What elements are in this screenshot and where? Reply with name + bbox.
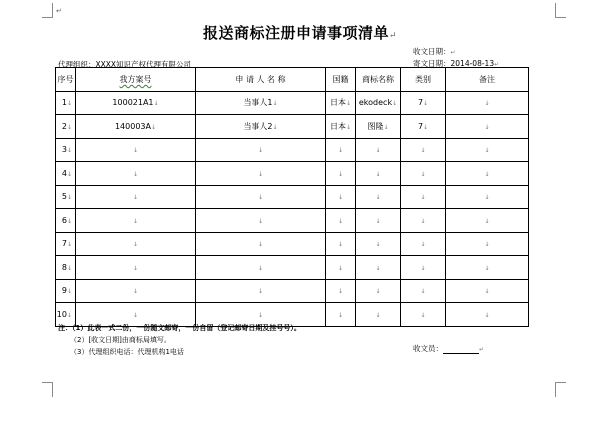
cell-remark [446,209,529,233]
cell-class [401,91,446,115]
cell-applicant [196,138,326,162]
crop-mark-top-right [555,3,566,18]
cell-mark: ↓ [132,170,139,178]
cell-mark: ↓ [257,194,264,202]
table-row [56,279,529,303]
sent-date-label: 寄文日期： [413,59,451,68]
notes-block [58,322,301,358]
cell-mark: ↓ [66,288,72,296]
sent-date-value: 2014-08-13 [450,59,495,68]
cell-mark: ↓ [420,288,426,296]
cell-class [401,138,446,162]
cell-case-no [76,138,196,162]
table-row [56,232,529,256]
cell-class [401,256,446,280]
table-row [56,209,529,233]
cell-mark: ↓ [375,147,381,155]
cell-mark: ↓ [132,311,139,319]
cell-mark: ↓ [345,123,352,131]
cell-remark [446,279,529,303]
col-header-no: 序号 [56,68,76,92]
cell-mark: ↓ [337,194,344,202]
cell-no [56,185,76,209]
received-date-label: 收文日期： [413,47,451,56]
cell-applicant-text: 当事人1 [243,98,273,108]
cell-mark: ↓ [337,170,344,178]
cell-mark: ↓ [150,123,157,131]
cell-case-no [76,256,196,280]
cell-mark: ↓ [337,288,344,296]
cell-no-text: 3 [61,145,67,155]
cell-case-no [76,162,196,186]
table-row [56,162,529,186]
cell-mark: ↓ [484,288,490,296]
cell-mark: ↓ [375,264,381,272]
cell-nationality [326,303,356,327]
cell-mark: ↓ [132,264,139,272]
cell-trademark [356,162,401,186]
cell-nationality-text: 日本 [329,98,346,108]
cell-mark: ↓ [375,241,381,249]
cell-remark [446,303,529,327]
cell-no [56,232,76,256]
application-table [55,67,529,327]
cell-mark: ↓ [484,100,490,108]
received-by-blank [443,345,479,354]
col-header-applicant: 申 请 人 名 称 [196,68,326,92]
cell-mark: ↓ [420,170,426,178]
cell-mark: ↓ [337,217,344,225]
cell-case-no-text: 140003A [114,121,151,131]
cell-nationality [326,256,356,280]
cell-no-text: 5 [61,192,67,202]
cell-no-text: 1 [61,98,67,108]
cell-mark: ↓ [484,194,490,202]
cell-no [56,138,76,162]
cell-remark [446,138,529,162]
cell-mark: ↓ [132,147,139,155]
cell-trademark [356,209,401,233]
cell-no-text: 2 [61,121,67,131]
cell-case-no [76,185,196,209]
cell-mark: ↓ [66,147,72,155]
cell-mark: ↓ [66,217,72,225]
table-header-row [56,68,529,92]
cell-nationality [326,162,356,186]
received-date-line [413,46,456,57]
cell-remark [446,162,529,186]
cell-mark: ↓ [345,100,352,108]
cell-applicant [196,232,326,256]
cell-nationality [326,232,356,256]
cell-mark: ↓ [132,241,139,249]
cell-mark: ↓ [153,100,159,108]
table-row [56,256,529,280]
cell-applicant [196,162,326,186]
cell-mark: ↓ [66,123,72,131]
cell-mark: ↓ [420,241,426,249]
cell-trademark [356,303,401,327]
cell-class [401,209,446,233]
paragraph-mark: ↵ [450,49,456,56]
table-row [56,115,529,139]
cell-applicant [196,115,326,139]
cell-trademark-text: ekodeck [358,98,393,108]
cell-remark [446,185,529,209]
cell-no [56,91,76,115]
received-by-label: 收文员： [413,344,443,353]
cell-mark: ↓ [132,217,139,225]
cell-mark: ↓ [423,100,429,108]
cell-trademark [356,138,401,162]
cell-nationality [326,115,356,139]
paragraph-mark: ↵ [494,61,500,68]
cell-mark: ↓ [420,147,426,155]
document-title-text: 报送商标注册申请事项清单 [202,24,389,42]
cell-mark: ↓ [132,288,139,296]
cell-no-text: 10 [56,309,67,319]
cell-case-no [76,115,196,139]
cell-mark: ↓ [375,311,381,319]
cell-applicant [196,185,326,209]
cell-mark: ↓ [257,147,264,155]
cell-remark [446,91,529,115]
cell-mark: ↓ [272,123,278,131]
cell-trademark [356,232,401,256]
cell-mark: ↓ [423,123,429,131]
cell-case-no [76,209,196,233]
cell-class [401,162,446,186]
cell-trademark [356,256,401,280]
cell-mark: ↓ [66,170,72,178]
cell-mark: ↓ [484,123,490,131]
cell-nationality [326,91,356,115]
col-header-class: 类别 [401,68,446,92]
cell-trademark [356,91,401,115]
cell-trademark [356,279,401,303]
cell-mark: ↓ [484,217,490,225]
col-header-remark: 备注 [446,68,529,92]
col-header-trademark: 商标名称 [356,68,401,92]
cell-mark: ↓ [420,217,426,225]
cell-mark: ↓ [257,288,264,296]
cell-no-text: 7 [61,239,67,249]
cell-case-no [76,279,196,303]
cell-mark: ↓ [257,217,264,225]
cell-mark: ↓ [375,194,381,202]
cell-class [401,232,446,256]
cell-no [56,115,76,139]
cell-mark: ↓ [257,264,264,272]
cell-applicant [196,279,326,303]
cell-mark: ↓ [66,194,72,202]
note-line: 注：（1）此表一式二份，一份随文邮寄，一份自留（登记邮寄日期及挂号号）。 [58,324,301,332]
cell-mark: ↓ [375,217,381,225]
cell-nationality-text: 日本 [329,121,346,131]
cell-mark: ↓ [272,100,278,108]
cell-mark: ↓ [337,241,344,249]
table-row [56,138,529,162]
cell-mark: ↓ [375,288,381,296]
cell-no [56,209,76,233]
cell-no-text: 8 [61,262,67,272]
cell-mark: ↓ [66,311,72,319]
cell-mark: ↓ [337,147,344,155]
received-by-line [413,343,484,354]
cell-class-text: 7 [417,98,424,108]
cell-nationality [326,279,356,303]
cell-applicant-text: 当事人2 [243,121,273,131]
cell-no [56,162,76,186]
crop-mark-bottom-left [42,382,53,397]
cell-mark: ↓ [420,311,426,319]
cell-case-no [76,91,196,115]
cell-nationality [326,138,356,162]
cell-no-text: 6 [61,215,67,225]
paragraph-mark: ↵ [479,346,485,353]
col-header-case-no [76,68,196,92]
cell-trademark [356,115,401,139]
cell-mark: ↓ [257,170,264,178]
cell-applicant [196,91,326,115]
cell-mark: ↓ [383,123,389,131]
cell-mark: ↓ [337,311,344,319]
cell-remark [446,256,529,280]
cell-no-text: 9 [61,286,67,296]
cell-case-no [76,232,196,256]
cell-mark: ↓ [420,194,426,202]
cell-mark: ↓ [257,241,264,249]
cell-mark: ↓ [392,100,398,108]
cell-remark [446,115,529,139]
cell-class [401,115,446,139]
document-title [0,22,600,43]
cell-class-text: 7 [417,121,424,131]
cell-no [56,279,76,303]
cell-mark: ↓ [484,147,490,155]
note-line: （2）[收文日期]由商标局填写。 [70,336,171,344]
cell-mark: ↓ [66,100,72,108]
crop-mark-bottom-right [555,382,566,397]
cell-mark: ↓ [484,170,490,178]
cell-trademark [356,185,401,209]
cell-mark: ↓ [257,311,264,319]
table-body [56,91,529,326]
cell-applicant [196,256,326,280]
cell-remark [446,232,529,256]
cell-nationality [326,209,356,233]
col-header-nationality: 国籍 [326,68,356,92]
cell-mark: ↓ [484,241,490,249]
cell-class [401,185,446,209]
cell-class [401,303,446,327]
paragraph-mark-title: ↵ [388,31,398,41]
cell-mark: ↓ [420,264,426,272]
cell-mark: ↓ [484,264,490,272]
paragraph-mark-top: ↵ [56,7,62,15]
note-line: （3）代理组织电话：代理机构1电话 [70,348,184,356]
agency-text: 代理组织：XXXX知识产权代理有限公司 [58,60,192,69]
cell-mark: ↓ [66,241,72,249]
cell-applicant [196,209,326,233]
cell-no [56,256,76,280]
cell-mark: ↓ [484,311,490,319]
cell-class [401,279,446,303]
cell-nationality [326,185,356,209]
crop-mark-top-left [42,3,53,18]
cell-mark: ↓ [132,194,139,202]
cell-trademark-text: 图隆 [367,121,384,131]
cell-mark: ↓ [66,264,72,272]
cell-mark: ↓ [375,170,381,178]
cell-mark: ↓ [337,264,344,272]
table-row [56,91,529,115]
cell-case-no-text: 100021A1 [112,98,154,108]
table-row [56,185,529,209]
cell-no-text: 4 [61,168,67,178]
col-header-case-no-text: 我方案号 [119,74,152,84]
